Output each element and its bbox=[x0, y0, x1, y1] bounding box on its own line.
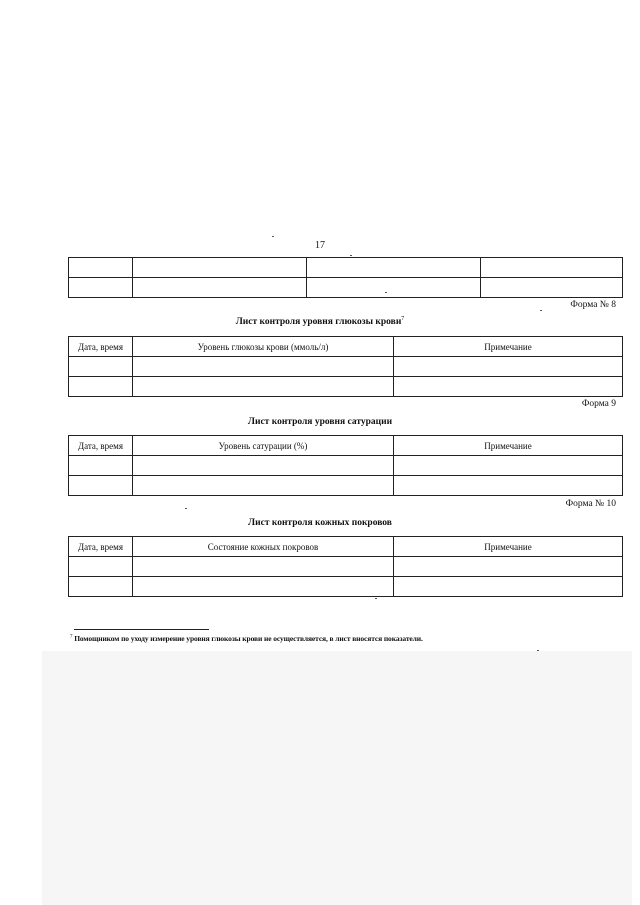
table-cell bbox=[69, 476, 133, 496]
scan-speck bbox=[350, 255, 352, 256]
table-cell bbox=[69, 557, 133, 577]
header-note: Примечание bbox=[394, 337, 623, 357]
footnote-mark: 7 bbox=[401, 316, 405, 322]
saturation-table bbox=[68, 435, 623, 496]
header-note: Примечание bbox=[394, 537, 623, 557]
continuation-table bbox=[68, 257, 623, 298]
form-8-label: Форма № 8 bbox=[570, 300, 616, 310]
table-row bbox=[69, 357, 623, 377]
table-cell bbox=[69, 278, 133, 298]
table-cell bbox=[133, 258, 307, 278]
table-row bbox=[69, 278, 623, 298]
table-cell bbox=[394, 557, 623, 577]
table-cell bbox=[394, 377, 623, 397]
table-cell bbox=[69, 258, 133, 278]
table-header-row bbox=[69, 337, 623, 357]
table-cell bbox=[133, 278, 307, 298]
saturation-sheet-title: Лист контроля уровня сатурации bbox=[247, 417, 393, 427]
header-date-time: Дата, время bbox=[69, 537, 133, 557]
scan-speck bbox=[375, 598, 377, 599]
table-cell bbox=[394, 357, 623, 377]
header-date-time: Дата, время bbox=[69, 337, 133, 357]
form-10-label: Форма № 10 bbox=[565, 499, 616, 509]
table-cell bbox=[481, 258, 623, 278]
table-cell bbox=[69, 577, 133, 597]
table-cell bbox=[307, 258, 481, 278]
footnote-divider bbox=[74, 629, 209, 630]
table-cell bbox=[69, 456, 133, 476]
footnote-mark: 7 bbox=[70, 634, 73, 640]
table-cell bbox=[394, 476, 623, 496]
skin-table bbox=[68, 536, 623, 597]
table-cell bbox=[133, 357, 394, 377]
scan-speck bbox=[540, 310, 542, 311]
scan-speck bbox=[272, 236, 274, 237]
table-header-row bbox=[69, 436, 623, 456]
header-skin-condition: Состояние кожных покровов bbox=[133, 537, 394, 557]
table-cell bbox=[69, 357, 133, 377]
table-cell bbox=[394, 456, 623, 476]
table-header-row bbox=[69, 537, 623, 557]
header-glucose-level: Уровень глюкозы крови (ммоль/л) bbox=[133, 337, 394, 357]
table-cell bbox=[481, 278, 623, 298]
table-row bbox=[69, 258, 623, 278]
table-cell bbox=[133, 476, 394, 496]
table-cell bbox=[394, 577, 623, 597]
page-number: 17 bbox=[315, 240, 325, 251]
glucose-table bbox=[68, 336, 623, 397]
table-row bbox=[69, 456, 623, 476]
scan-shaded-area bbox=[42, 651, 632, 905]
table-row bbox=[69, 377, 623, 397]
skin-sheet-title: Лист контроля кожных покровов bbox=[248, 518, 392, 528]
table-cell bbox=[133, 557, 394, 577]
footnote bbox=[70, 634, 630, 643]
table-cell bbox=[133, 377, 394, 397]
footnote-text: Помощником по уходу измерение уровня глюкозы крови не осуществляется, в лист вносятся показатели. bbox=[74, 634, 423, 643]
table-cell bbox=[133, 577, 394, 597]
scan-speck bbox=[185, 508, 187, 509]
header-note: Примечание bbox=[394, 436, 623, 456]
table-row bbox=[69, 476, 623, 496]
header-saturation-level: Уровень сатурации (%) bbox=[133, 436, 394, 456]
table-row bbox=[69, 557, 623, 577]
table-cell bbox=[307, 278, 481, 298]
table-cell bbox=[69, 377, 133, 397]
table-cell bbox=[133, 456, 394, 476]
scan-speck bbox=[537, 650, 539, 651]
header-date-time: Дата, время bbox=[69, 436, 133, 456]
form-9-label: Форма 9 bbox=[581, 399, 616, 409]
table-row bbox=[69, 577, 623, 597]
scan-speck bbox=[385, 292, 387, 293]
glucose-sheet-title: Лист контроля уровня глюкозы крови$^7$ bbox=[235, 316, 405, 328]
